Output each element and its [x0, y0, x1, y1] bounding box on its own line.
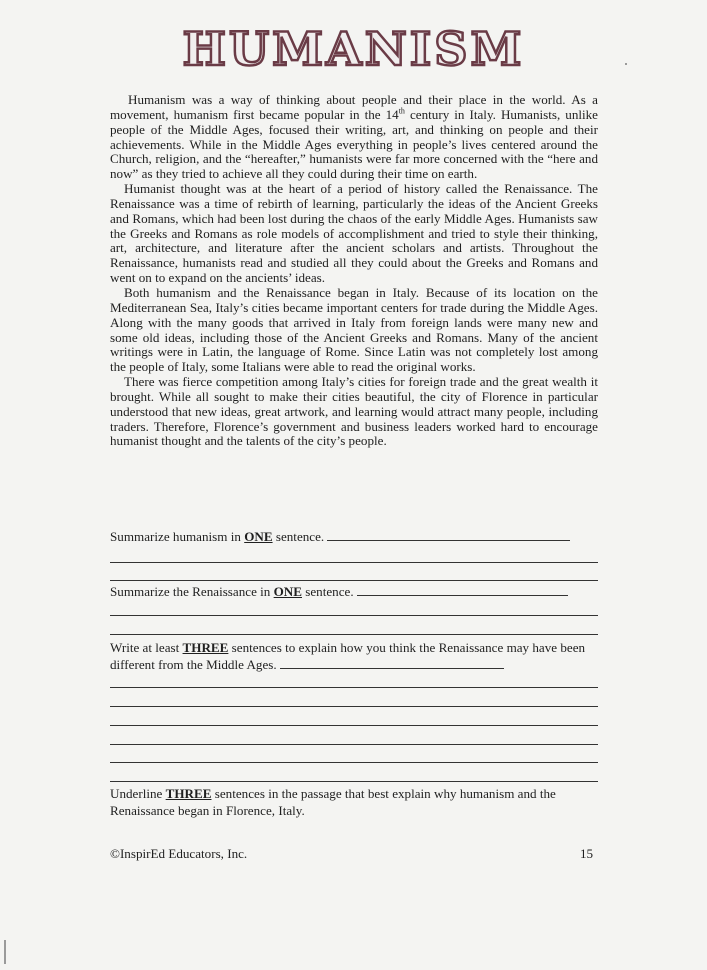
question-2-emphasis: ONE — [273, 584, 302, 599]
question-1-text: Summarize humanism in — [110, 529, 245, 544]
question-3 — [110, 639, 598, 673]
answer-line[interactable] — [110, 744, 598, 745]
question-4-text: Underline — [110, 786, 166, 801]
question-3-text-end: sentences to explain how you think the Renaissance may have been different from the Middle Ages. — [110, 640, 586, 672]
answer-line[interactable] — [110, 706, 598, 707]
answer-line[interactable] — [110, 562, 598, 563]
answer-line[interactable] — [110, 687, 598, 688]
question-4-text-end: sentences in the passage that best explain why humanism and the Renaissance began in Florence, Italy. — [110, 786, 556, 818]
question-4 — [110, 785, 598, 819]
question-1-emphasis: ONE — [244, 529, 273, 544]
paragraph-1-text-a: Humanism was a way of thinking about people and their place in the world. As a movement, humanism first became popular in the 14 — [110, 92, 598, 122]
answer-line[interactable] — [110, 580, 598, 581]
paragraph-2: Humanist thought was at the heart of a period of history called the Renaissance. The Renaissance was a time of rebirth of learning, particularly the ideas of the Ancient Greeks and Romans, which had been lost during the chaos of the early Middle Ages. Humanists saw the Greeks and Romans as role models of accomplishment and tried to style their thinking, art, architecture, and literature after the ancient scholars and artists. Throughout the Renaissance, humanists read and studied all they could about the Greeks and Romans and went on to expand on the ancients’ ideas. — [110, 181, 598, 286]
question-2 — [110, 583, 598, 600]
answer-line[interactable] — [327, 540, 570, 541]
page-number: 15 — [580, 846, 594, 861]
answer-line[interactable] — [110, 781, 598, 782]
answer-line[interactable] — [110, 634, 598, 635]
question-3-emphasis: THREE — [182, 640, 229, 655]
scan-mark — [625, 63, 627, 65]
ordinal-superscript: th — [398, 106, 405, 116]
answer-line[interactable] — [110, 615, 598, 616]
scan-mark — [4, 940, 6, 964]
copyright-notice: ©InspirEd Educators, Inc. — [110, 846, 248, 861]
question-4-emphasis: THREE — [165, 786, 212, 801]
reading-passage — [110, 93, 598, 449]
paragraph-4: There was fierce competition among Italy’s cities for foreign trade and the great wealth it brought. While all sought to make their cities beautiful, the city of Florence in particular understood that new ideas, great artwork, and learning would attract many people, including traders. Therefore, Florence’s government and business leaders worked hard to encourage humanist thought and the talents of the city’s people. — [110, 374, 598, 449]
question-3-text: Write at least — [110, 640, 183, 655]
answer-line[interactable] — [357, 595, 568, 596]
page-title: HUMANISM — [182, 22, 525, 76]
answer-line[interactable] — [280, 668, 504, 669]
question-1 — [110, 528, 598, 545]
paragraph-1-text-b: century in Italy. Humanists, unlike people of the Middle Ages, focused their writing, art, and thinking on people and their achievements. While in the Middle Ages everything in people’s lives centered around the Church, religion, and the “hereafter,” humanists were far more concerned with the “here and now” as they tried to achieve all they could during their time on earth. — [110, 106, 598, 182]
question-2-text-end: sentence. — [302, 584, 354, 599]
question-2-text: Summarize the Renaissance in — [110, 584, 274, 599]
question-1-text-end: sentence. — [272, 529, 325, 544]
paragraph-1 — [110, 93, 598, 182]
paragraph-3: Both humanism and the Renaissance began in Italy. Because of its location on the Mediterranean Sea, Italy’s cities became important centers for trade during the Middle Ages. Along with the many goods that arrived in Italy from foreign lands were many new and some old ideas, including those of the Ancient Greeks and Romans. Many of the ancient writings were in Latin, the language of Rome. Since Latin was not completely lost among the people of Italy, some Italians were able to read the original works. — [110, 284, 598, 375]
answer-line[interactable] — [110, 725, 598, 726]
answer-line[interactable] — [110, 762, 598, 763]
